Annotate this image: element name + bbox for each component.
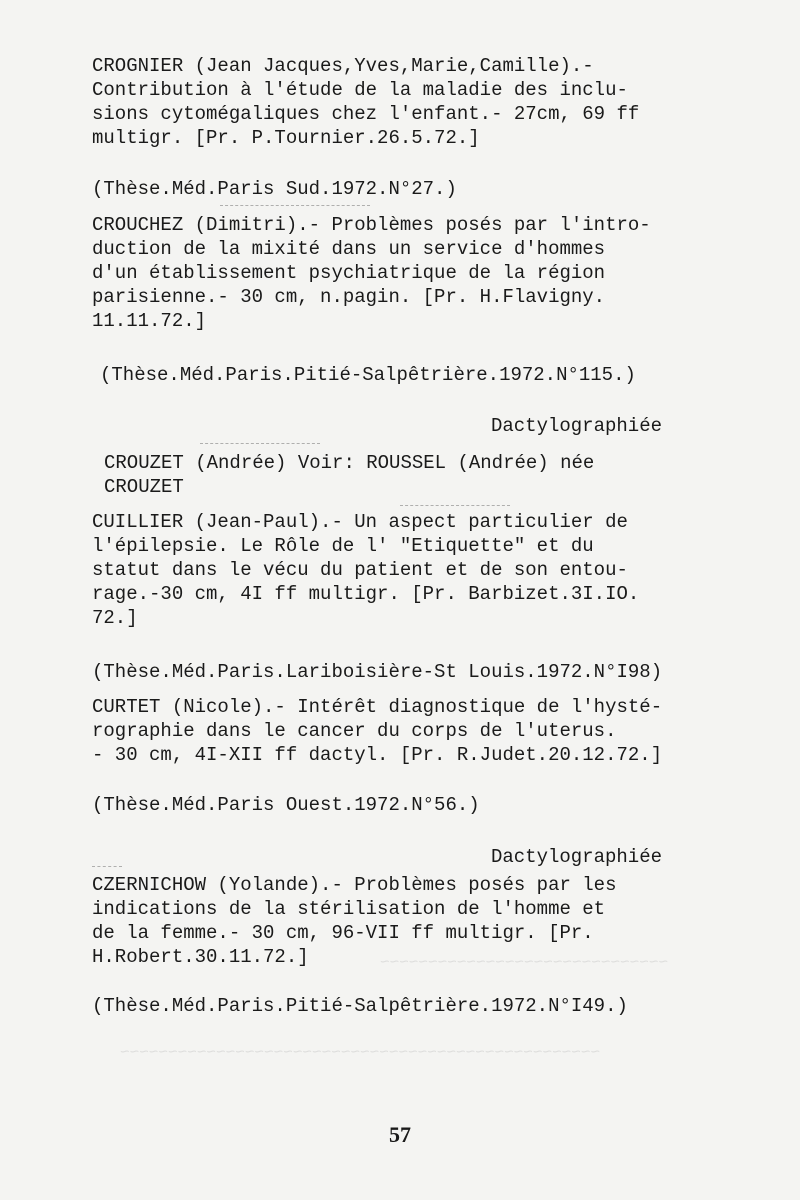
bibliography-entry [92, 213, 712, 333]
entry-line: CROUCHEZ (Dimitri).- Problèmes posés par l'intro- [92, 214, 651, 236]
divider-line [220, 205, 370, 206]
bleed-through-text: ~~~~~~~~~~~~~~~~~~~~~~~~~~~~~~~~~~~~~~~~~~~~~~~~~~ [120, 1041, 601, 1059]
entry-line: CZERNICHOW (Yolande).- Problèmes posés par les [92, 874, 617, 896]
bibliography-entry [92, 873, 712, 969]
typescript-note: Dactylographiée [490, 415, 662, 437]
bibliography-entry [104, 451, 724, 499]
entry-line: statut dans le vécu du patient et de son entou- [92, 559, 628, 581]
entry-line: CROUZET (Andrée) Voir: ROUSSEL (Andrée) née [104, 452, 595, 474]
bibliography-entry [92, 510, 712, 630]
entry-line: CUILLIER (Jean-Paul).- Un aspect particulier de [92, 511, 628, 533]
entry-line: sions cytomégaliques chez l'enfant.- 27cm, 69 ff [92, 103, 640, 125]
entry-line: Contribution à l'étude de la maladie des inclu- [92, 79, 628, 101]
thesis-reference: (Thèse.Méd.Paris Sud.1972.N°27.) [92, 178, 457, 200]
entry-line: CURTET (Nicole).- Intérêt diagnostique de l'hysté- [92, 696, 663, 718]
entry-line: de la femme.- 30 cm, 96-VII ff multigr. [Pr. [92, 922, 594, 944]
divider-line [92, 866, 122, 867]
entry-line: duction de la mixité dans un service d'hommes [92, 238, 606, 260]
entry-line: CROGNIER (Jean Jacques,Yves,Marie,Camille).- [92, 55, 594, 77]
entry-line: d'un établissement psychiatrique de la région [92, 262, 606, 284]
page-number: 57 [389, 1122, 411, 1147]
entry-line: multigr. [Pr. P.Tournier.26.5.72.] [92, 127, 480, 149]
entry-line: parisienne.- 30 cm, n.pagin. [Pr. H.Flavigny. [92, 286, 606, 308]
typescript-note: Dactylographiée [490, 846, 662, 868]
entry-line: 11.11.72.] [92, 310, 207, 332]
bibliography-entry [92, 54, 712, 150]
entry-line: indications de la stérilisation de l'homme et [92, 898, 606, 920]
entry-line: 72.] [92, 607, 138, 629]
thesis-reference: (Thèse.Méd.Paris.Lariboisière-St Louis.1972.N°I98) [92, 661, 663, 683]
divider-line [200, 443, 320, 444]
entry-line: - 30 cm, 4I-XII ff dactyl. [Pr. R.Judet.20.12.72.] [92, 744, 663, 766]
thesis-reference: (Thèse.Méd.Paris Ouest.1972.N°56.) [92, 794, 480, 816]
entry-line: l'épilepsie. Le Rôle de l' "Etiquette" et du [92, 535, 594, 557]
entry-line: rographie dans le cancer du corps de l'uterus. [92, 720, 617, 742]
bleed-through-text: ~~~~~~~~~~~~~~~~~~~~~~~~~~~~~~ [380, 951, 669, 969]
entry-line: H.Robert.30.11.72.] [92, 946, 309, 968]
divider-line [400, 505, 510, 506]
thesis-reference: (Thèse.Méd.Paris.Pitié-Salpêtrière.1972.N°115.) [100, 364, 636, 386]
entry-line: rage.-30 cm, 4I ff multigr. [Pr. Barbizet.3I.IO. [92, 583, 640, 605]
entry-line: CROUZET [104, 476, 184, 498]
bibliography-entry [92, 695, 712, 767]
thesis-reference: (Thèse.Méd.Paris.Pitié-Salpêtrière.1972.N°I49.) [92, 995, 628, 1017]
